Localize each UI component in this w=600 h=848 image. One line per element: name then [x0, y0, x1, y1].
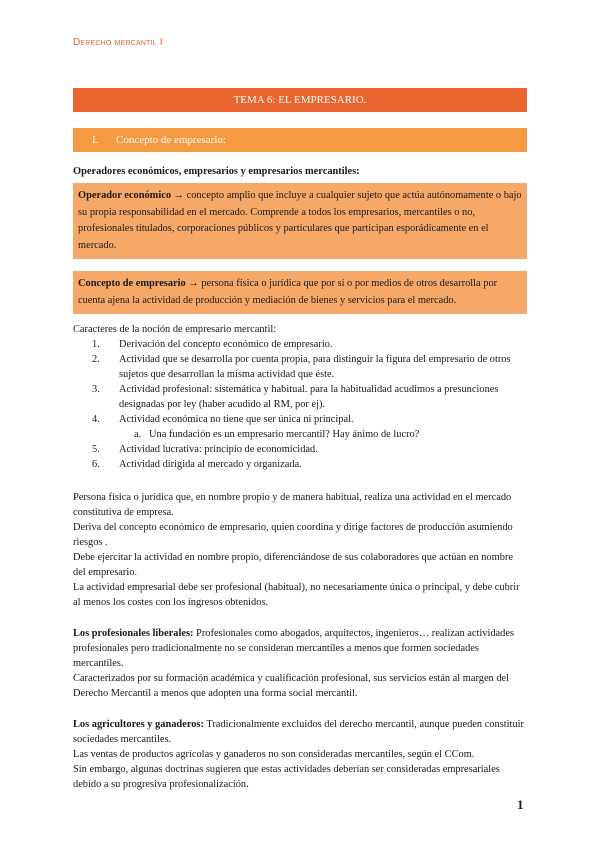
list-item	[92, 352, 527, 382]
paragraph-text: Tradicionalmente excluidos del derecho mercantil, aunque pueden constituir sociedades mercantiles.	[73, 719, 524, 745]
definition-box-operador	[73, 183, 527, 259]
topic-title-bar	[73, 88, 527, 112]
section-term: Los agricultores y ganaderos:	[73, 719, 204, 730]
caracteres-section	[73, 322, 527, 472]
list-marker: 1.	[92, 339, 100, 350]
paragraph: La actividad empresarial debe ser profesional (habitual), no necesariamente única o principal, y debe cubrir al menos los costes con los ingresos obtenidos.	[73, 582, 520, 608]
list-text: Actividad lucrativa: principio de economicidad.	[119, 444, 318, 455]
section-number: I.	[92, 134, 99, 146]
list-marker: 6.	[92, 459, 100, 470]
paragraph-text: Profesionales como abogados, arquitectos, ingenieros… realizan actividades profesionales pero tradicionalmente no se consideran mercantiles a menos que formen sociedades mercantiles.	[73, 628, 515, 669]
list-text: Actividad profesional: sistemática y habitual. para la habitualidad acudimos a presunciones designadas por ley (haber acudido al RM, por ej).	[119, 384, 499, 410]
running-header: Derecho mercantil I	[73, 37, 163, 48]
profesionales-section	[73, 626, 527, 701]
list-item	[92, 412, 527, 427]
list-text: Una fundación es un empresario mercantil? Hay ánimo de lucro?	[149, 429, 420, 440]
list-marker: 5.	[92, 444, 100, 455]
paragraph: Las ventas de productos agrícolas y ganaderos no son consideradas mercantiles, según el CCom.	[73, 749, 475, 760]
caracteres-intro: Caracteres de la noción de empresario mercantil:	[73, 324, 277, 335]
list-text: Derivación del concepto económico de empresario.	[119, 339, 333, 350]
operators-heading: Operadores económicos, empresarios y empresarios mercantiles:	[73, 166, 360, 177]
definition-term: Operador económico	[78, 190, 172, 201]
topic-title: TEMA 6: EL EMPRESARIO.	[233, 94, 367, 106]
document-body	[73, 164, 527, 792]
page-number: 1	[517, 797, 524, 812]
list-marker: a.	[134, 429, 142, 440]
definition-term: Concepto de empresario	[78, 278, 186, 289]
list-item	[92, 382, 527, 412]
list-item	[92, 337, 527, 352]
list-text: Actividad que se desarrolla por cuenta propia, para distinguir la figura del empresario de otros sujetos que desarrollan la misma actividad que éste.	[119, 354, 511, 380]
list-text: Actividad económica no tiene que ser única ni principal.	[119, 414, 354, 425]
paragraph: Caracterizados por su formación académica y cualificación profesional, sus servicios están al margen del Derecho Mercantil a menos que adopten una forma social mercantil.	[73, 673, 510, 699]
list-text: Actividad dirigida al mercado y organizada.	[119, 459, 302, 470]
paragraph: Deriva del concepto económico de empresario, quien coordina y dirige factores de producción asumiendo riesgos .	[73, 522, 513, 548]
paragraph: Sin embargo, algunas doctrinas sugieren que estas actividades deberían ser consideradas empresariales debido a su progresiva profesionalización.	[73, 764, 500, 790]
section-bar	[73, 128, 527, 152]
agricultores-section	[73, 717, 527, 792]
paragraph	[73, 717, 527, 747]
section-term: Los profesionales liberales:	[73, 628, 194, 639]
list-marker: 3.	[92, 384, 100, 395]
list-item	[92, 442, 527, 457]
list-subitem	[119, 427, 527, 442]
paragraph: Persona física o jurídica que, en nombre propio y de manera habitual, realiza una actividad en el mercado constitutiva de empresa.	[73, 492, 512, 518]
definition-text: → concepto amplio que incluye a cualquier sujeto que actúa autónomamente o bajo su propia responsabilidad en el mercado. Comprende a todos los empresarios, mercantiles o no, profesionales titulados, corporaciones públicos y particulares que participan esporádicamente en el mercado.	[78, 190, 522, 251]
list-marker: 4.	[92, 414, 100, 425]
paragraph: Debe ejercitar la actividad en nombre propio, diferenciándose de sus colaboradores que actúan en nombre del empresario.	[73, 552, 513, 578]
section-label: Concepto de empresario:	[116, 134, 226, 146]
list-marker: 2.	[92, 354, 100, 365]
paragraph	[73, 626, 527, 671]
caracteres-list	[73, 337, 527, 472]
summary-paragraphs	[73, 490, 527, 610]
list-item	[92, 457, 527, 472]
definition-box-empresario	[73, 271, 527, 314]
definition-text: → persona física o jurídica que por sí o por medios de otros desarrolla por cuenta ajena la actividad de producción y mediación de bienes y servicios para el mercado.	[78, 278, 498, 306]
